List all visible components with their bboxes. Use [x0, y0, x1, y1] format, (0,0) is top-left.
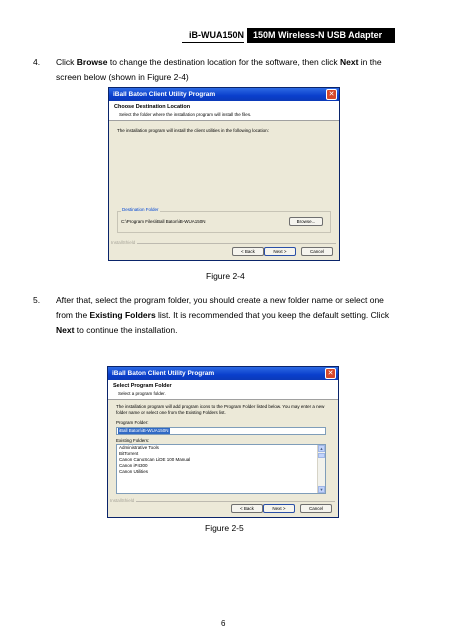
dialog-banner: [108, 380, 338, 400]
next-button[interactable]: Next >: [264, 247, 296, 256]
list-item[interactable]: Administrative Tools: [119, 445, 159, 450]
page-number: 6: [221, 619, 226, 628]
step-number: 4.: [33, 57, 41, 67]
next-button[interactable]: Next >: [263, 504, 295, 513]
cancel-button[interactable]: Cancel: [300, 504, 332, 513]
dialog-title: iBall Baton Client Utility Program: [112, 370, 215, 377]
step-5: [33, 293, 403, 341]
program-folder-input[interactable]: [116, 427, 326, 435]
figure-caption: Figure 2-4: [206, 271, 245, 281]
header-product: 150M Wireless-N USB Adapter: [247, 28, 395, 43]
list-item[interactable]: BitTorrent: [119, 451, 139, 456]
step-number: 5.: [33, 295, 41, 305]
dialog-titlebar: [108, 367, 338, 380]
dialog-titlebar: [109, 88, 339, 101]
list-item[interactable]: Canon Utilities: [119, 469, 149, 474]
installshield-label: InstallShield: [110, 498, 135, 503]
step-text: After that, select the program folder, you should create a new folder name or select one from the Existing Folders list. It is recommended that you keep the default setting. Click Next to continue the installation.: [56, 295, 390, 335]
installshield-label: InstallShield: [111, 240, 136, 245]
dialog-heading: Select Program Folder: [113, 383, 172, 389]
back-button[interactable]: < Back: [231, 504, 263, 513]
dialog-heading: Choose Destination Location: [114, 104, 191, 110]
dialog-description: The installation program will add program icons to the Program Folder listed below. You may enter a new folder name or select one from the Existing Folders list.: [116, 404, 325, 415]
destination-folder-label: Destination Folder: [122, 207, 159, 212]
step-text: Click Browse to change the destination location for the software, then click Next in the screen below (shown in Figure 2-4): [56, 57, 382, 82]
dialog-separator: [111, 243, 336, 244]
install-dialog-program-folder: [107, 366, 339, 518]
dialog-banner: [109, 101, 339, 121]
scroll-down-icon[interactable]: ▼: [319, 487, 324, 492]
header-model: iB-WUA150N: [182, 28, 244, 43]
dialog-subheading: Select the folder where the installation program will install the files.: [119, 112, 252, 117]
browse-button[interactable]: Browse...: [289, 217, 323, 226]
program-folder-label: Program Folder:: [116, 420, 149, 425]
close-icon[interactable]: ✕: [325, 368, 336, 379]
cancel-button[interactable]: Cancel: [301, 247, 333, 256]
figure-caption: Figure 2-5: [205, 523, 244, 533]
dialog-body: [109, 121, 339, 260]
existing-folders-label: Existing Folders:: [116, 438, 150, 443]
existing-folders-list[interactable]: [116, 444, 326, 494]
close-icon[interactable]: ✕: [326, 89, 337, 100]
scroll-thumb[interactable]: [318, 453, 325, 458]
install-dialog-destination: [108, 87, 340, 261]
step-4: [33, 55, 403, 87]
dialog-separator: [110, 501, 335, 502]
back-button[interactable]: < Back: [232, 247, 264, 256]
program-folder-value: iBall Baton\iB-WUA150N: [119, 428, 169, 433]
dialog-subheading: Select a program folder.: [118, 391, 166, 396]
list-item[interactable]: Canon CanoScan LiDE 100 Manual: [119, 457, 191, 462]
list-scrollbar[interactable]: [317, 445, 325, 493]
scroll-up-icon[interactable]: ▲: [319, 446, 324, 451]
dialog-body: [108, 400, 338, 517]
dialog-title: iBall Baton Client Utility Program: [113, 91, 216, 98]
destination-folder-path: C:\Program Files\iBall Baton\iB-WUA150N: [121, 219, 206, 224]
list-item[interactable]: Canon iP4300: [119, 463, 148, 468]
dialog-description: The installation program will install the client utilities in the following location:: [117, 128, 269, 133]
